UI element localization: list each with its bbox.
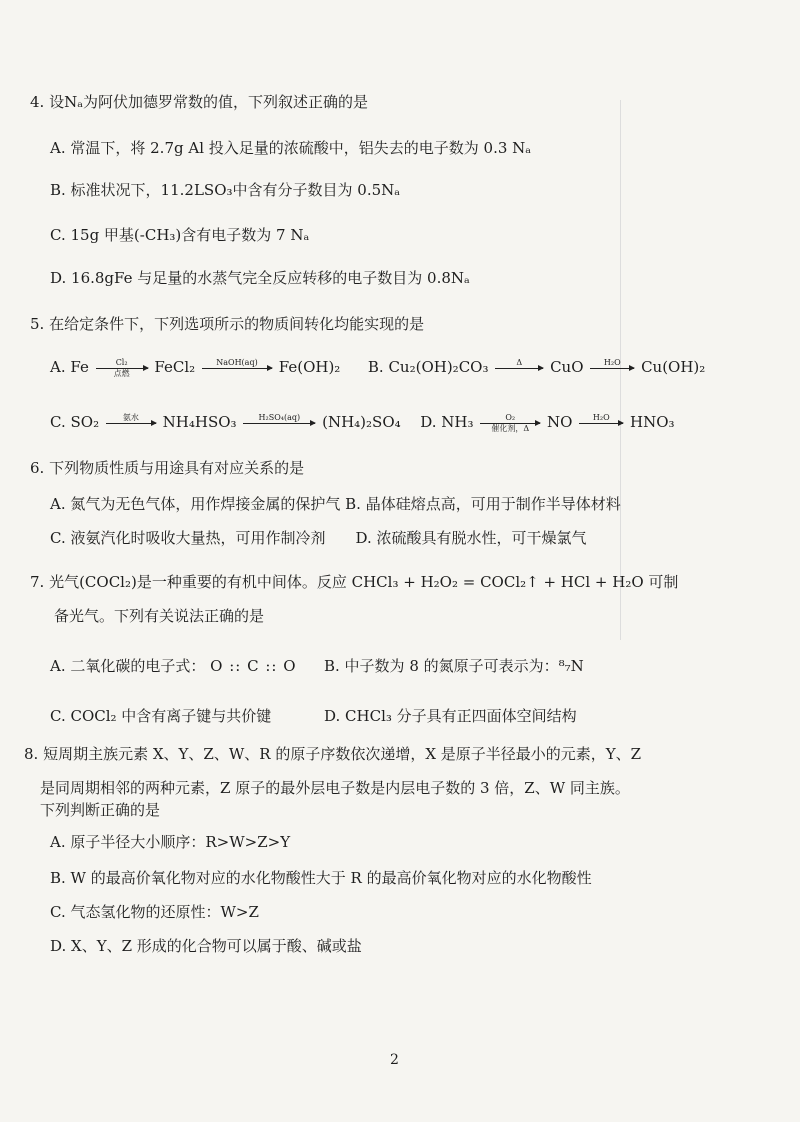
- q8-option-c: C. 气态氢化物的还原性：W>Z: [50, 903, 259, 921]
- q7-stem-continued: 备光气。下列有关说法正确的是: [54, 607, 265, 625]
- q5-row-cd: [50, 412, 675, 433]
- q5-b-arrow-1-top: Δ: [516, 358, 523, 367]
- q7-option-c: C. COCl₂ 中含有离子键与共价键: [50, 707, 272, 725]
- q7-stem: 7. 光气(COCl₂)是一种重要的有机中间体。反应 CHCl₃ + H₂O₂ = COCl₂↑ + HCl + H₂O 可制: [30, 573, 679, 591]
- q8-option-a: A. 原子半径大小顺序：R>W>Z>Y: [50, 833, 291, 851]
- q5-b-arrow-2-top: H₂O: [603, 358, 621, 367]
- q5-d-species-3: HNO₃: [630, 413, 675, 431]
- q5-c-arrow-1-top: 氨水: [122, 413, 139, 422]
- q4-option-c: C. 15g 甲基(-CH₃)含有电子数为 7 Nₐ: [50, 226, 310, 244]
- q5-c-species-3: (NH₄)₂SO₄: [322, 413, 401, 431]
- q5-b-species-1: Cu₂(OH)₂CO₃: [388, 358, 489, 376]
- q5-a-species-3: Fe(OH)₂: [278, 358, 341, 376]
- q6-options-cd: C. 液氨汽化时吸收大量热，可用作制冷剂 D. 浓硫酸具有脱水性，可干燥氯气: [50, 529, 587, 547]
- q5-d-arrow-1-top: O₂: [505, 413, 516, 422]
- q5-d-species-2: NO: [547, 413, 573, 431]
- q7-option-b: B. 中子数为 8 的氮原子可表示为：⁸₇N: [324, 657, 584, 675]
- q5-d-label: D.: [420, 413, 437, 431]
- q7-option-a-text: A. 二氧化碳的电子式：: [50, 657, 206, 675]
- q5-c-arrow-2: [243, 413, 315, 433]
- q6-options-ab: A. 氮气为无色气体，用作焊接金属的保护气 B. 晶体硅熔点高，可用于制作半导体材料: [50, 495, 621, 513]
- q5-d-arrow-2-top: H₂O: [592, 413, 610, 422]
- q5-c-arrow-2-top: H₂SO₄(aq): [258, 413, 301, 422]
- q4-option-b: B. 标准状况下，11.2LSO₃中含有分子数目为 0.5Nₐ: [50, 181, 401, 199]
- q5-b-label: B.: [367, 358, 384, 376]
- q5-a-arrow-2-top: NaOH(aq): [216, 358, 258, 367]
- q4-option-a: A. 常温下，将 2.7g Al 投入足量的浓硫酸中，铝失去的电子数为 0.3 Nₐ: [50, 139, 532, 157]
- q5-a-species-2: FeCl₂: [154, 358, 196, 376]
- q5-d-arrow-2: [579, 413, 623, 433]
- q5-a-arrow-2: [202, 358, 272, 378]
- q7-option-a: [50, 656, 297, 676]
- q5-b-arrow-2: [590, 358, 634, 378]
- q4-option-d: D. 16.8gFe 与足量的水蒸气完全反应转移的电子数目为 0.8Nₐ: [50, 269, 470, 287]
- q5-d-species-1: NH₃: [441, 413, 474, 431]
- q8-stem-continued-1: 是同周期相邻的两种元素，Z 原子的最外层电子数是内层电子数的 3 倍，Z、W 同主族。: [40, 779, 630, 797]
- q5-a-arrow-1-top: Cl₂: [115, 358, 128, 367]
- q6-stem: 6. 下列物质性质与用途具有对应关系的是: [30, 459, 305, 477]
- q5-c-label: C.: [50, 413, 66, 431]
- q8-stem: 8. 短周期主族元素 X、Y、Z、W、R 的原子序数依次递增，X 是原子半径最小的元素，Y、Z: [24, 745, 642, 763]
- q5-b-arrow-1: [495, 358, 543, 378]
- q5-b-species-3: Cu(OH)₂: [641, 358, 706, 376]
- q7-option-d: D. CHCl₃ 分子具有正四面体空间结构: [324, 707, 577, 725]
- q8-option-b: B. W 的最高价氧化物对应的水化物酸性大于 R 的最高价氧化物对应的水化物酸性: [50, 869, 592, 887]
- q5-a-arrow-1-bottom: 点燃: [113, 369, 130, 378]
- q5-c-arrow-1: [106, 413, 156, 433]
- page-number: 2: [390, 1052, 399, 1068]
- q5-c-species-2: NH₄HSO₃: [162, 413, 237, 431]
- q8-option-d: D. X、Y、Z 形成的化合物可以属于酸、碱或盐: [50, 937, 362, 955]
- q8-stem-continued-2: 下列判断正确的是: [40, 801, 161, 819]
- q5-stem: 5. 在给定条件下，下列选项所示的物质间转化均能实现的是: [30, 315, 425, 333]
- q5-a-arrow-1: [96, 358, 148, 378]
- q7-option-a-electron-formula: O :: C :: O: [210, 657, 297, 675]
- q5-c-species-1: SO₂: [70, 413, 100, 431]
- q5-d-arrow-1: [480, 413, 540, 433]
- q5-row-ab: [50, 357, 705, 378]
- q5-a-species-1: Fe: [70, 358, 89, 376]
- q5-d-arrow-1-bottom: 催化剂，Δ: [491, 424, 530, 433]
- q4-stem: 4. 设Nₐ为阿伏加德罗常数的值，下列叙述正确的是: [30, 93, 368, 111]
- q5-a-label: A.: [50, 358, 66, 376]
- q5-b-species-2: CuO: [550, 358, 584, 376]
